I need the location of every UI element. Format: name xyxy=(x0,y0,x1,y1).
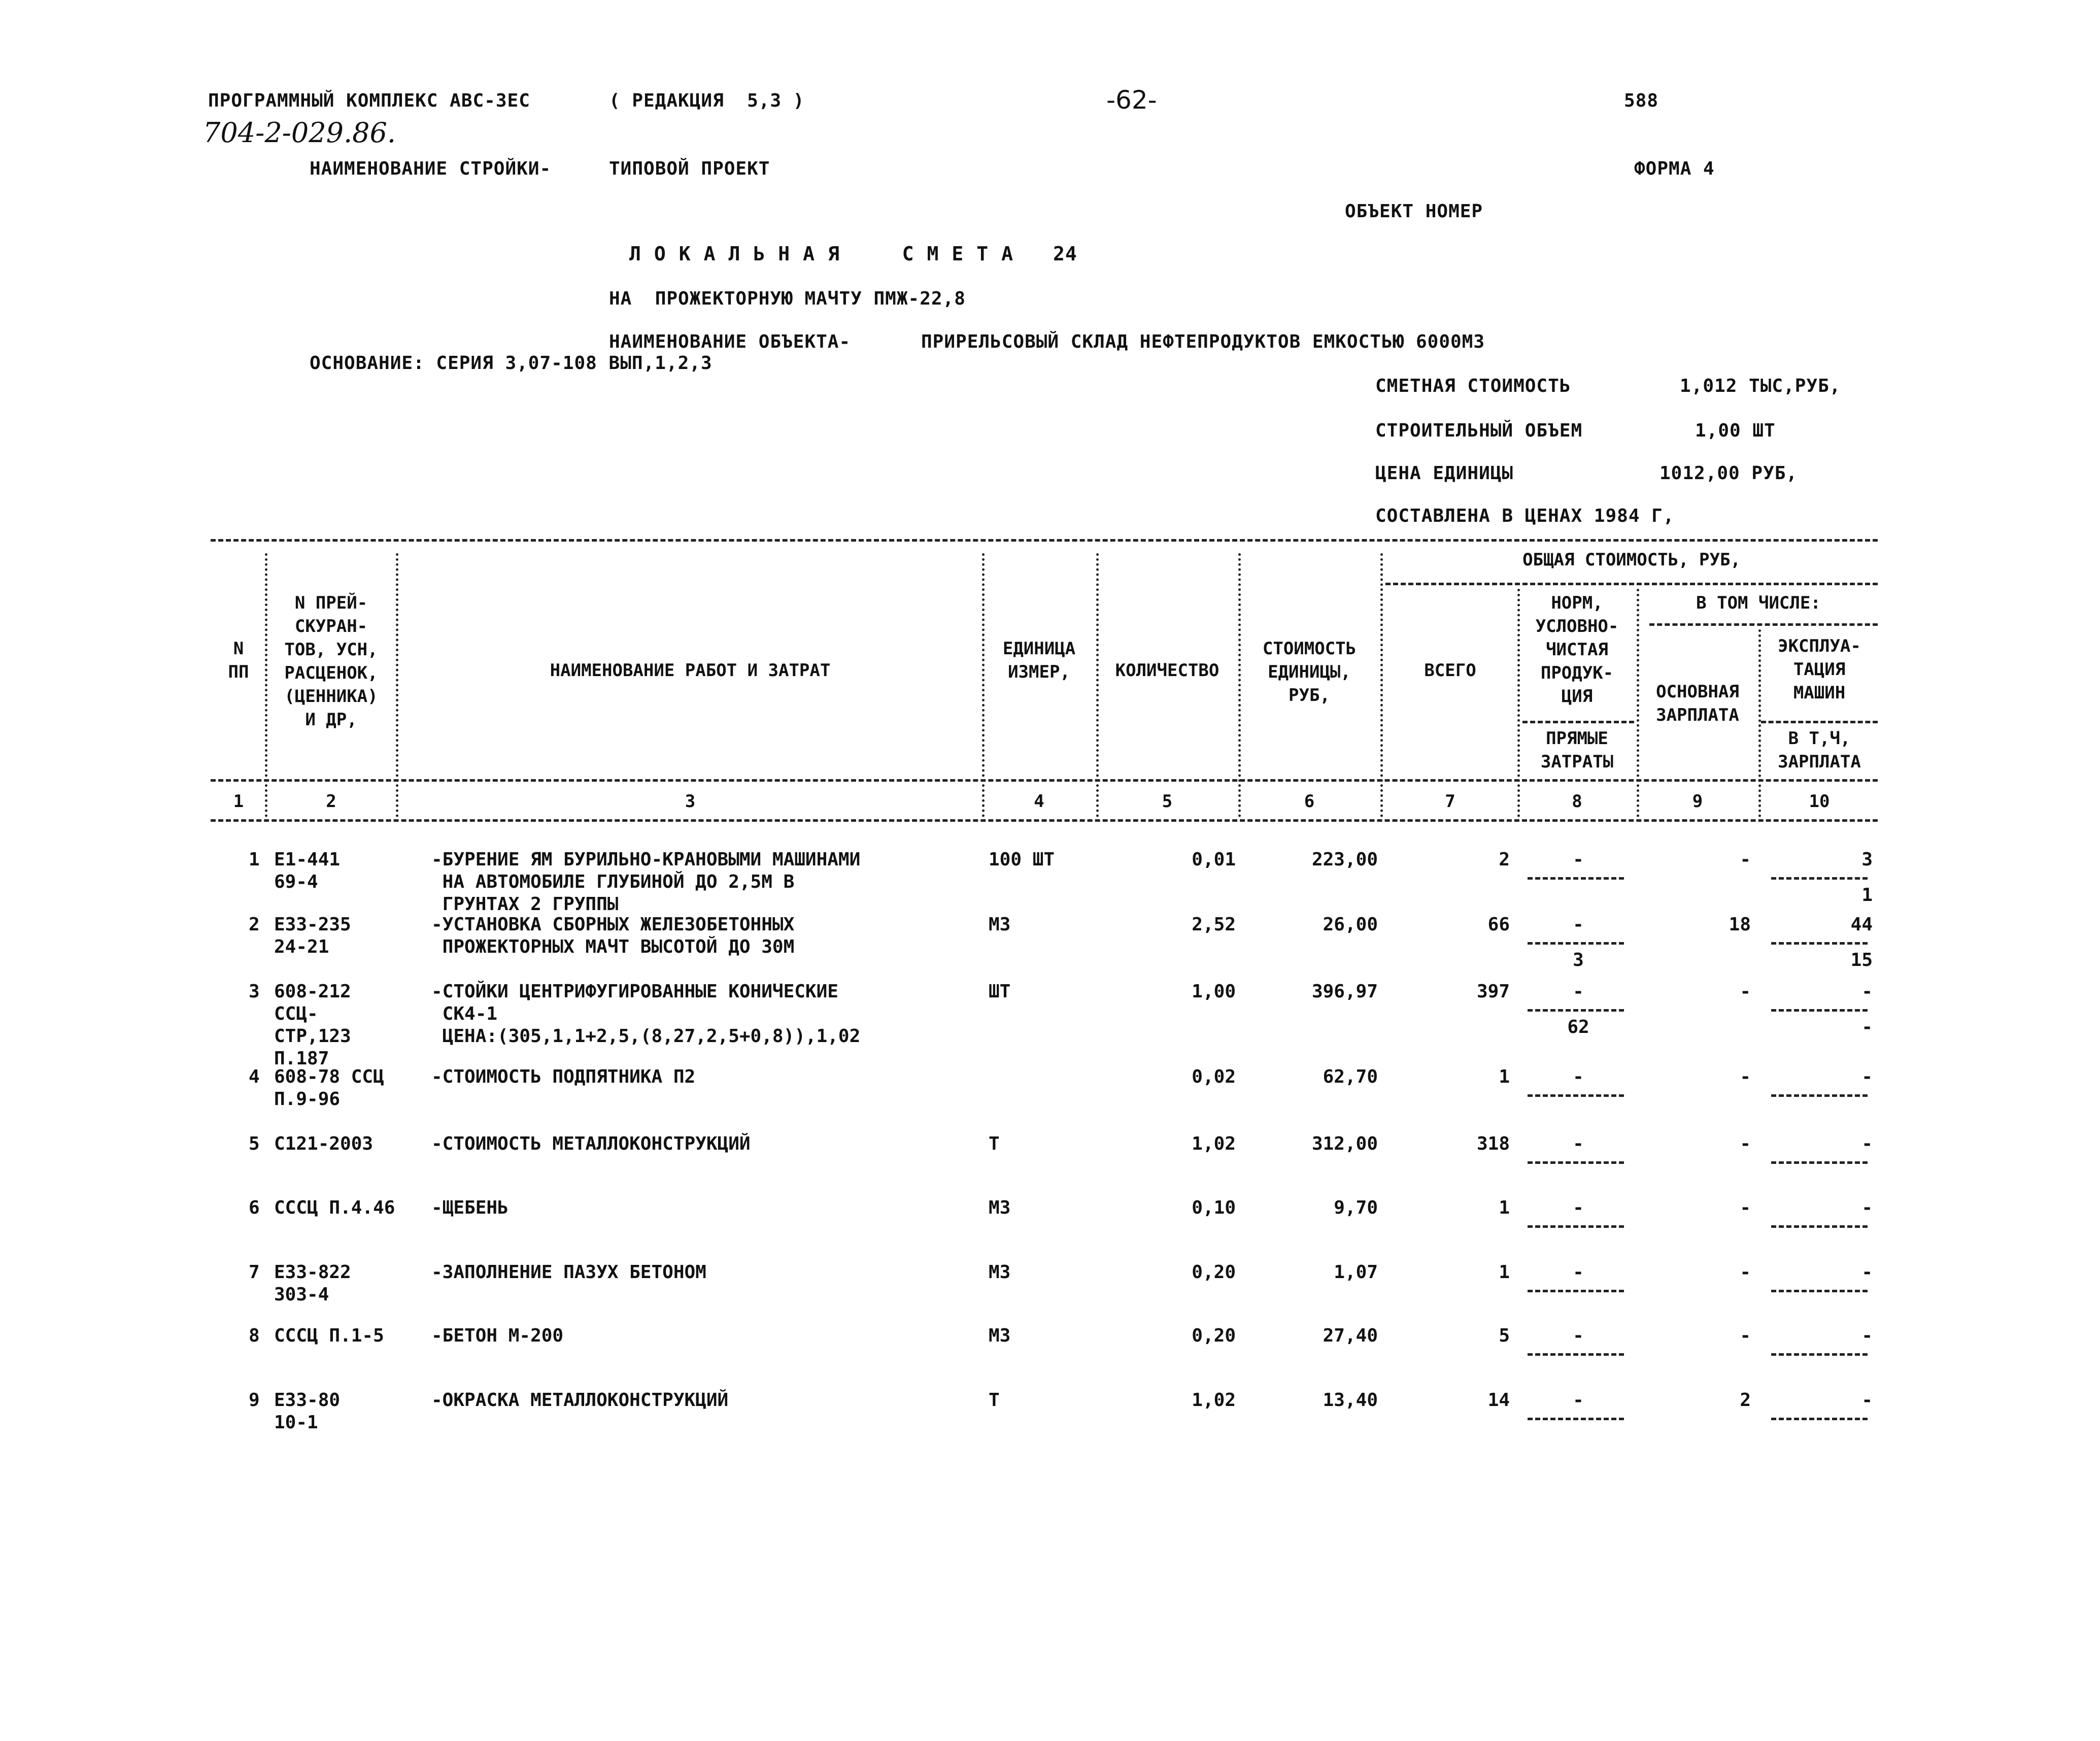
c8-row-rule xyxy=(1528,1290,1624,1292)
row-base-salary: - xyxy=(1740,1197,1751,1218)
row-number: 1 xyxy=(249,849,260,870)
prices-note: СОСТАВЛЕНА В ЦЕНАХ 1984 Г, xyxy=(1375,506,1675,526)
col-number: 6 xyxy=(1304,791,1315,812)
row-base-salary: - xyxy=(1740,1262,1751,1283)
row-unit-cost: 1,07 xyxy=(1334,1262,1378,1283)
c10-row-rule xyxy=(1771,1353,1868,1356)
c10-row-rule xyxy=(1771,877,1868,880)
row-pricelist-code: С121-2003 xyxy=(274,1133,374,1154)
row-number: 2 xyxy=(249,914,260,935)
row-machine-salary: - xyxy=(1861,1017,1873,1037)
c10-row-rule xyxy=(1771,1161,1868,1164)
estimate-title: ЛОКАЛЬНАЯ СМЕТА xyxy=(629,243,1027,265)
col-sep-6 xyxy=(1380,553,1383,817)
col-number: 9 xyxy=(1692,791,1703,812)
row-net-production: - xyxy=(1573,1197,1584,1218)
estimate-number: 24 xyxy=(1053,243,1077,265)
row-net-production: - xyxy=(1573,1262,1584,1283)
header-machine-salary: В Т,Ч, ЗАРПЛАТА xyxy=(1778,728,1861,772)
row-net-production: - xyxy=(1573,1325,1584,1346)
header-base-salary: ОСНОВНАЯ ЗАРПЛАТА xyxy=(1656,682,1739,725)
row-base-salary: 18 xyxy=(1729,914,1751,935)
row-unit: Т xyxy=(989,1390,1000,1411)
row-total: 1 xyxy=(1499,1066,1510,1087)
row-number: 9 xyxy=(249,1390,260,1411)
header-direct-costs: ПРЯМЫЕ ЗАТРАТЫ xyxy=(1540,728,1614,772)
c8-row-rule xyxy=(1528,1094,1624,1097)
c10-row-rule xyxy=(1771,1290,1868,1292)
row-pricelist-code: Е33-80 10-1 xyxy=(274,1390,341,1433)
header-work-name: НАИМЕНОВАНИЕ РАБОТ И ЗАТРАТ xyxy=(550,660,831,681)
row-total: 397 xyxy=(1476,981,1510,1002)
row-net-production: - xyxy=(1573,981,1584,1002)
col-number: 4 xyxy=(1034,791,1044,812)
header-row-number: N ПП xyxy=(228,639,249,682)
estimated-cost-value: 1,012 ТЫС,РУБ, xyxy=(1680,376,1841,396)
col-number: 5 xyxy=(1162,791,1173,812)
row-unit: М3 xyxy=(989,1262,1011,1283)
row-unit: М3 xyxy=(989,1325,1011,1346)
page-number: -62- xyxy=(1106,85,1157,115)
col-number-bottom-border xyxy=(211,819,1878,822)
row-total: 1 xyxy=(1499,1197,1510,1218)
row-total: 5 xyxy=(1499,1325,1510,1346)
header-net-production: НОРМ, УСЛОВНО- ЧИСТАЯ ПРОДУК- ЦИЯ xyxy=(1535,593,1619,707)
c8-row-rule xyxy=(1528,1225,1624,1228)
row-number: 3 xyxy=(249,981,260,1002)
row-work-name: -СТОИМОСТЬ МЕТАЛЛОКОНСТРУКЦИЙ xyxy=(431,1133,751,1154)
row-work-name: -БЕТОН М-200 xyxy=(431,1325,564,1346)
row-work-name: -ОКРАСКА МЕТАЛЛОКОНСТРУКЦИЙ xyxy=(431,1390,729,1411)
col-number: 8 xyxy=(1572,791,1582,812)
row-total: 2 xyxy=(1499,849,1510,870)
row-number: 4 xyxy=(249,1066,260,1087)
col-number: 1 xyxy=(233,791,244,812)
row-unit: 100 ШТ xyxy=(989,849,1055,870)
row-base-salary: - xyxy=(1740,1066,1751,1087)
col-number: 3 xyxy=(685,791,696,812)
row-pricelist-code: 608-78 ССЦ П.9-96 xyxy=(274,1066,384,1110)
row-quantity: 0,10 xyxy=(1192,1197,1236,1218)
col-number: 2 xyxy=(326,791,336,812)
col-sep-4 xyxy=(1096,553,1099,817)
form-label: ФОРМА 4 xyxy=(1634,158,1715,179)
c10-row-rule xyxy=(1771,1418,1868,1420)
object-number-label: ОБЪЕКТ НОМЕР xyxy=(1345,201,1483,222)
object-name-label: НАИМЕНОВАНИЕ ОБЪЕКТА- xyxy=(609,331,851,352)
row-work-name: -СТОЙКИ ЦЕНТРИФУГИРОВАННЫЕ КОНИЧЕСКИЕ СК4-1 ЦЕНА:(305,1,1+2,5,(8,27,2,5+0,8)),1,02 xyxy=(431,981,861,1047)
row-base-salary: - xyxy=(1740,1325,1751,1346)
row-work-name: -ЗАПОЛНЕНИЕ ПАЗУХ БЕТОНОМ xyxy=(431,1262,706,1283)
row-base-salary: 2 xyxy=(1740,1390,1751,1411)
row-quantity: 0,20 xyxy=(1192,1262,1236,1283)
row-base-salary: - xyxy=(1740,981,1751,1002)
estimate-subject: НА ПРОЖЕКТОРНУЮ МАЧТУ ПМЖ-22,8 xyxy=(609,288,966,309)
row-machine-operation: - xyxy=(1861,1262,1873,1283)
header-pricelist-code: N ПРЕЙ- СКУРАН- ТОВ, УСН, РАСЦЕНОК, (ЦЕННИКА) И ДР, xyxy=(284,593,378,730)
header-unit: ЕДИНИЦА ИЗМЕР, xyxy=(1002,639,1076,682)
header-total-cost-group: ОБЩАЯ СТОИМОСТЬ, РУБ, xyxy=(1522,550,1741,570)
row-work-name: -БУРЕНИЕ ЯМ БУРИЛЬНО-КРАНОВЫМИ МАШИНАМИ НА АВТОМОБИЛЕ ГЛУБИНОЙ ДО 2,5М В ГРУНТАХ 2 ГРУППЫ xyxy=(431,849,861,915)
row-unit-cost: 223,00 xyxy=(1311,849,1378,870)
row-base-salary: - xyxy=(1740,1133,1751,1154)
c8-row-rule xyxy=(1528,1418,1624,1420)
row-unit-cost: 312,00 xyxy=(1311,1133,1378,1154)
row-unit: М3 xyxy=(989,1197,1011,1218)
row-direct-costs: 62 xyxy=(1567,1017,1589,1037)
row-machine-operation: - xyxy=(1861,981,1873,1002)
edition: ( РЕДАКЦИЯ 5,3 ) xyxy=(609,90,805,111)
row-number: 5 xyxy=(249,1133,260,1154)
row-base-salary: - xyxy=(1740,849,1751,870)
row-unit-cost: 9,70 xyxy=(1334,1197,1378,1218)
col-sep-1 xyxy=(265,553,267,817)
program-name: ПРОГРАММНЫЙ КОМПЛЕКС АВС-ЗЕС xyxy=(208,90,530,111)
row-number: 6 xyxy=(249,1197,260,1218)
header-unit-cost: СТОИМОСТЬ ЕДИНИЦЫ, РУБ, xyxy=(1262,639,1357,706)
row-unit-cost: 27,40 xyxy=(1323,1325,1378,1346)
header-quantity: КОЛИЧЕСТВО xyxy=(1115,660,1220,681)
c8-row-rule xyxy=(1528,877,1624,880)
c8-split-rule xyxy=(1522,721,1634,723)
row-unit-cost: 62,70 xyxy=(1323,1066,1378,1087)
col-number: 10 xyxy=(1809,791,1830,812)
row-quantity: 0,20 xyxy=(1192,1325,1236,1346)
header-in-total: В ТОМ ЧИСЛЕ: xyxy=(1696,593,1821,613)
header-total: ВСЕГО xyxy=(1424,660,1476,681)
row-total: 66 xyxy=(1487,914,1510,935)
row-pricelist-code: 608-212 ССЦ- СТР,123 П.187 xyxy=(274,981,351,1069)
c8-row-rule xyxy=(1528,1009,1624,1012)
row-unit-cost: 13,40 xyxy=(1323,1390,1378,1411)
row-quantity: 1,00 xyxy=(1192,981,1236,1002)
c10-row-rule xyxy=(1771,1009,1868,1012)
row-direct-costs: 3 xyxy=(1573,950,1584,970)
row-machine-operation: - xyxy=(1861,1133,1873,1154)
row-net-production: - xyxy=(1573,1066,1584,1087)
unit-price-value: 1012,00 РУБ, xyxy=(1659,463,1798,484)
handwritten-code: 704-2-029.86. xyxy=(203,117,396,149)
row-pricelist-code: Е1-441 69-4 xyxy=(274,849,341,892)
row-unit-cost: 396,97 xyxy=(1311,981,1378,1002)
basis: ОСНОВАНИЕ: СЕРИЯ 3,07-108 ВЫП,1,2,3 xyxy=(310,353,713,374)
row-pricelist-code: Е33-235 24-21 xyxy=(274,914,351,957)
c10-split-rule xyxy=(1761,721,1878,723)
row-machine-operation: - xyxy=(1861,1197,1873,1218)
row-work-name: -УСТАНОВКА СБОРНЫХ ЖЕЛЕЗОБЕТОННЫХ ПРОЖЕКТОРНЫХ МАЧТ ВЫСОТОЙ ДО 30М xyxy=(431,914,795,957)
c10-row-rule xyxy=(1771,1225,1868,1228)
col-number: 7 xyxy=(1445,791,1455,812)
row-work-name: -СТОИМОСТЬ ПОДПЯТНИКА П2 xyxy=(431,1066,696,1087)
row-quantity: 2,52 xyxy=(1192,914,1236,935)
construction-name-value: ТИПОВОЙ ПРОЕКТ xyxy=(609,158,770,179)
row-pricelist-code: СССЦ П.1-5 xyxy=(274,1325,384,1346)
table-top-border xyxy=(211,539,1878,542)
row-total: 14 xyxy=(1487,1390,1510,1411)
row-pricelist-code: Е33-822 303-4 xyxy=(274,1262,351,1305)
row-net-production: - xyxy=(1573,1390,1584,1411)
col-sep-3 xyxy=(982,553,985,817)
header-bottom-border xyxy=(211,779,1878,782)
unit-price-label: ЦЕНА ЕДИНИЦЫ xyxy=(1375,463,1514,484)
row-quantity: 1,02 xyxy=(1192,1390,1236,1411)
in-total-rule xyxy=(1649,623,1878,626)
row-machine-operation: - xyxy=(1861,1390,1873,1411)
row-quantity: 0,01 xyxy=(1192,849,1236,870)
row-net-production: - xyxy=(1573,849,1584,870)
row-unit-cost: 26,00 xyxy=(1323,914,1378,935)
row-quantity: 0,02 xyxy=(1192,1066,1236,1087)
row-machine-operation: 3 xyxy=(1861,849,1873,870)
col-sep-2 xyxy=(396,553,398,817)
row-quantity: 1,02 xyxy=(1192,1133,1236,1154)
row-machine-operation: - xyxy=(1861,1066,1873,1087)
row-number: 8 xyxy=(249,1325,260,1346)
sheet-number: 588 xyxy=(1624,90,1659,111)
c10-row-rule xyxy=(1771,942,1868,945)
row-net-production: - xyxy=(1573,1133,1584,1154)
volume-value: 1,00 ШТ xyxy=(1695,420,1776,441)
object-name-value: ПРИРЕЛЬСОВЫЙ СКЛАД НЕФТЕПРОДУКТОВ ЕМКОСТЬЮ 6000М3 xyxy=(921,331,1485,352)
row-total: 1 xyxy=(1499,1262,1510,1283)
row-machine-operation: - xyxy=(1861,1325,1873,1346)
c8-row-rule xyxy=(1528,1353,1624,1356)
volume-label: СТРОИТЕЛЬНЫЙ ОБЪЕМ xyxy=(1375,420,1583,441)
row-net-production: - xyxy=(1573,914,1584,935)
estimated-cost-label: СМЕТНАЯ СТОИМОСТЬ xyxy=(1375,376,1571,396)
row-unit: Т xyxy=(989,1133,1000,1154)
row-unit: ШТ xyxy=(989,981,1011,1002)
c8-row-rule xyxy=(1528,1161,1624,1164)
row-work-name: -ЩЕБЕНЬ xyxy=(431,1197,509,1218)
row-pricelist-code: СССЦ П.4.46 xyxy=(274,1197,395,1218)
c8-row-rule xyxy=(1528,942,1624,945)
construction-name-label: НАИМЕНОВАНИЕ СТРОЙКИ- xyxy=(310,158,552,179)
row-machine-salary: 1 xyxy=(1861,885,1873,906)
group-header-rule xyxy=(1385,583,1878,585)
row-total: 318 xyxy=(1476,1133,1510,1154)
row-unit: М3 xyxy=(989,914,1011,935)
header-machine-operation: ЭКСПЛУА- ТАЦИЯ МАШИН xyxy=(1778,636,1861,703)
row-machine-salary: 15 xyxy=(1850,950,1873,970)
c10-row-rule xyxy=(1771,1094,1868,1097)
row-machine-operation: 44 xyxy=(1850,914,1873,935)
row-number: 7 xyxy=(249,1262,260,1283)
